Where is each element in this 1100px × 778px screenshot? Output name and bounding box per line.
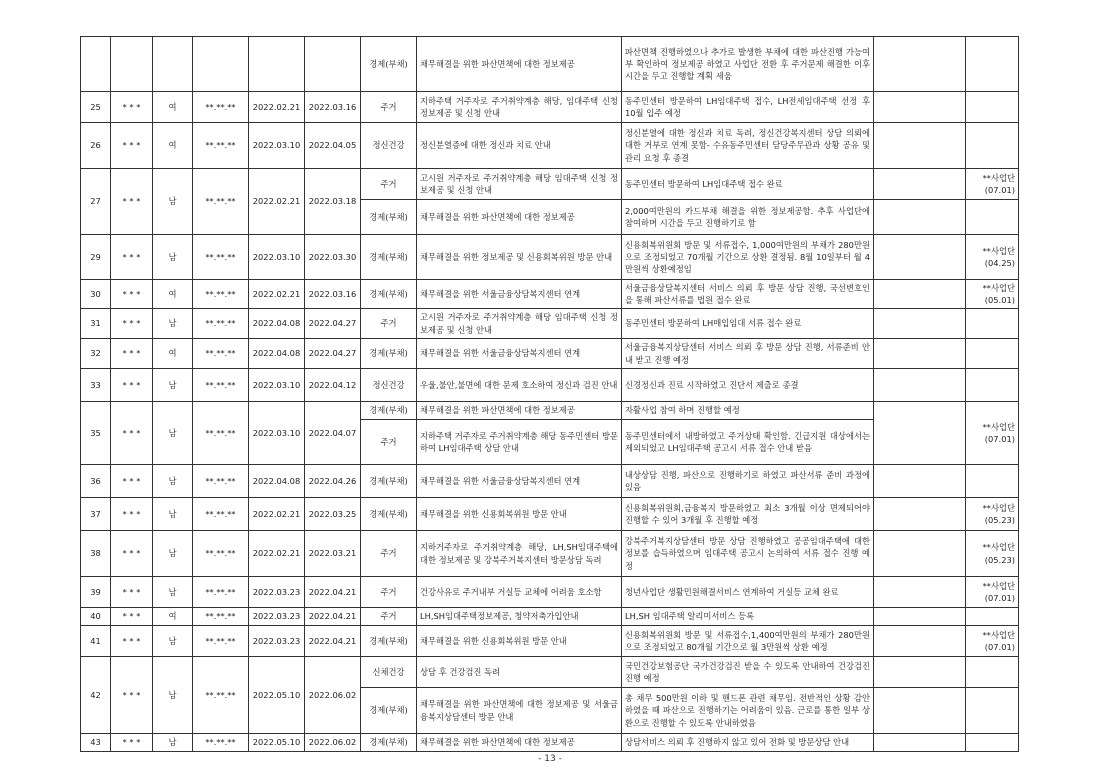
client-birthdate: **.**.** <box>193 235 249 280</box>
case-number: 36 <box>81 465 111 498</box>
remark: **사업단(05.23) <box>966 498 1019 531</box>
support-type: 주거 <box>361 608 417 626</box>
client-name <box>111 37 153 92</box>
client-name: * * * <box>111 92 153 123</box>
remark <box>966 37 1019 92</box>
support-type: 신체건강 <box>361 657 417 688</box>
end-date: 2022.04.21 <box>305 577 361 608</box>
case-table <box>80 36 1019 752</box>
end-date: 2022.03.25 <box>305 498 361 531</box>
client-gender: 여 <box>153 123 193 169</box>
support-type: 경제(부채) <box>361 37 417 92</box>
end-date: 2022.04.05 <box>305 123 361 169</box>
support-result: 신용회복위원회 방문 및 서류접수,1,400여만원의 부채가 280만원으로 조정되었고 80개월 기간으로 월 3만원씩 상환 예정 <box>622 626 874 657</box>
support-result: 신용회복위원회,금융복지 방문하였고 최소 3개월 이상 면제되어야 진행할 수 있어 3개월 후 진행할 예정 <box>622 498 874 531</box>
client-gender: 남 <box>153 309 193 339</box>
case-number: 31 <box>81 309 111 339</box>
end-date: 2022.04.27 <box>305 339 361 369</box>
case-number: 43 <box>81 734 111 752</box>
remark <box>966 734 1019 752</box>
support-result: 신용회복위원회 방문 및 서류접수, 1,000여만원의 부채가 280만원으로 조정되었고 70개월 기간으로 상환 결정됨. 8월 10일부터 월 4만원씩 상환예정임 <box>622 235 874 280</box>
client-gender: 남 <box>153 498 193 531</box>
support-type: 주거 <box>361 577 417 608</box>
end-date: 2022.04.26 <box>305 465 361 498</box>
support-result: 총 채무 500만원 이하 및 핸드폰 관련 채무임. 전반적인 상황 감안하였을 때 파산으로 진행하기는 어려움이 있음. 근로를 통한 일부 상환으로 진행할 수 있도록 안내하였음 <box>622 688 874 734</box>
client-name: * * * <box>111 369 153 402</box>
case-number: 25 <box>81 92 111 123</box>
remark <box>966 339 1019 369</box>
end-date: 2022.04.12 <box>305 369 361 402</box>
support-type: 경제(부채) <box>361 498 417 531</box>
client-gender: 남 <box>153 626 193 657</box>
client-birthdate: **.**.** <box>193 626 249 657</box>
case-number: 35 <box>81 402 111 465</box>
support-result: 신경정신과 진료 시작하였고 진단서 제출로 종결 <box>622 369 874 402</box>
case-number: 38 <box>81 531 111 577</box>
support-type: 경제(부채) <box>361 734 417 752</box>
case-number: 29 <box>81 235 111 280</box>
remark <box>966 608 1019 626</box>
client-birthdate: **.**.** <box>193 169 249 235</box>
table-row <box>81 465 1019 498</box>
case-number: 32 <box>81 339 111 369</box>
support-result: 청년사업단 생활민원해결서비스 연계하여 거실등 교체 완료 <box>622 577 874 608</box>
remark <box>966 123 1019 169</box>
support-request: 지하주택 거주자로 주거취약계층 해당, 임대주택 신청 정보제공 및 신청 안내 <box>417 92 622 123</box>
table-row <box>81 734 1019 752</box>
support-type: 주거 <box>361 169 417 200</box>
client-birthdate: **.**.** <box>193 608 249 626</box>
table-row <box>81 123 1019 169</box>
client-birthdate <box>193 37 249 92</box>
start-date: 2022.03.23 <box>249 577 305 608</box>
table-row <box>81 402 1019 420</box>
support-request: 채무해결을 위한 서울금융상담복지센터 연계 <box>417 465 622 498</box>
case-number: 33 <box>81 369 111 402</box>
remark: **사업단(05.01) <box>966 280 1019 309</box>
client-name: * * * <box>111 498 153 531</box>
client-gender: 남 <box>153 657 193 734</box>
start-date: 2022.02.21 <box>249 531 305 577</box>
support-request: 채무해결을 위한 서울금융상담복지센터 연계 <box>417 339 622 369</box>
remark <box>966 369 1019 402</box>
support-result: 2,000여만원의 카드부채 해결을 위한 정보제공함. 추후 사업단에 참여하며 시간을 두고 진행하기로 함 <box>622 200 874 235</box>
end-date <box>305 37 361 92</box>
start-date: 2022.04.08 <box>249 465 305 498</box>
support-request: 건강사유로 주거내부 거실등 교체에 어려움 호소함 <box>417 577 622 608</box>
case-number: 41 <box>81 626 111 657</box>
client-gender: 남 <box>153 369 193 402</box>
support-request: 채무해결을 위한 파산면책에 대한 정보제공 <box>417 37 622 92</box>
end-date: 2022.03.30 <box>305 235 361 280</box>
support-result: 상담서비스 의뢰 후 진행하지 않고 있어 전화 및 방문상담 안내 <box>622 734 874 752</box>
end-date: 2022.03.21 <box>305 531 361 577</box>
client-gender: 남 <box>153 402 193 465</box>
case-number: 39 <box>81 577 111 608</box>
client-gender: 여 <box>153 280 193 309</box>
support-type: 경제(부채) <box>361 402 417 420</box>
support-result: 자활사업 참여 하며 진행할 예정 <box>622 402 874 420</box>
client-gender: 여 <box>153 608 193 626</box>
start-date: 2022.04.08 <box>249 339 305 369</box>
client-name: * * * <box>111 169 153 235</box>
table-row <box>81 309 1019 339</box>
start-date: 2022.05.10 <box>249 734 305 752</box>
client-name: * * * <box>111 339 153 369</box>
client-birthdate: **.**.** <box>193 498 249 531</box>
support-type: 경제(부채) <box>361 339 417 369</box>
start-date: 2022.04.08 <box>249 309 305 339</box>
table-row <box>81 531 1019 577</box>
support-request: 채무해결을 위한 신용회복위원 방문 안내 <box>417 626 622 657</box>
end-date: 2022.03.16 <box>305 280 361 309</box>
remark: **사업단(04.25) <box>966 235 1019 280</box>
client-name: * * * <box>111 626 153 657</box>
support-request: 채무해결을 위한 신용회복위원 방문 안내 <box>417 498 622 531</box>
end-date: 2022.03.16 <box>305 92 361 123</box>
start-date: 2022.03.10 <box>249 402 305 465</box>
end-date: 2022.04.21 <box>305 608 361 626</box>
client-birthdate: **.**.** <box>193 280 249 309</box>
table-row <box>81 498 1019 531</box>
end-date: 2022.04.07 <box>305 402 361 465</box>
support-request: 지하주택 거주자로 주거취약계층 해당 동주민센터 방문하여 LH임대주택 상담 안내 <box>417 420 622 465</box>
case-number: 30 <box>81 280 111 309</box>
client-gender: 여 <box>153 92 193 123</box>
support-result: 강북주거복지상담센터 방문 상담 진행하였고 공공임대주택에 대한 정보를 습득하였으며 임대주택 공고시 논의하여 서류 접수 진행 예정 <box>622 531 874 577</box>
support-result: 파산면책 진행하였으나 추가로 발생한 부채에 대한 파산진행 가능여부 확인하여 정보제공 하였고 사업단 전환 후 주거문제 해결한 이후 시간을 두고 진행할 계획 세움 <box>622 37 874 92</box>
support-type: 경제(부채) <box>361 280 417 309</box>
support-type: 경제(부채) <box>361 465 417 498</box>
case-number: 27 <box>81 169 111 235</box>
support-result: 동주민센터 방문하여 LH임대주택 접수 완료 <box>622 169 874 200</box>
start-date: 2022.03.10 <box>249 123 305 169</box>
client-name: * * * <box>111 309 153 339</box>
support-request: 채무해결을 위한 파산면책에 대한 정보제공 및 서울금융복지상담센터 방문 안내 <box>417 688 622 734</box>
support-request: 고시원 거주자로 주거취약계층 해당 임대주택 신청 정보제공 및 신청 안내 <box>417 169 622 200</box>
start-date <box>249 37 305 92</box>
support-result: 서울금융복지상담센터 서비스 의뢰 후 방문 상담 진행, 서류준비 안내 받고 진행 예정 <box>622 339 874 369</box>
start-date: 2022.02.21 <box>249 169 305 235</box>
support-request: 정신분열증에 대한 정신과 치료 안내 <box>417 123 622 169</box>
table-row <box>81 608 1019 626</box>
table-row <box>81 235 1019 280</box>
remark <box>966 92 1019 123</box>
client-name: * * * <box>111 235 153 280</box>
end-date: 2022.06.02 <box>305 734 361 752</box>
remark <box>966 465 1019 498</box>
support-type: 경제(부채) <box>361 626 417 657</box>
remark: **사업단(07.01) <box>966 402 1019 465</box>
case-number: 42 <box>81 657 111 734</box>
table-row <box>81 169 1019 200</box>
support-result: 정신분열에 대한 정신과 치료 독려, 정신건강복지센터 상담 의뢰에 대한 거부로 연계 못함- 수유동주민센터 담당주무관과 상황 공유 및 관리 요청 후 종결 <box>622 123 874 169</box>
remark: **사업단(07.01) <box>966 626 1019 657</box>
remark: **사업단(07.01) <box>966 169 1019 200</box>
client-name: * * * <box>111 734 153 752</box>
client-name: * * * <box>111 402 153 465</box>
case-number: 26 <box>81 123 111 169</box>
client-birthdate: **.**.** <box>193 531 249 577</box>
start-date: 2022.03.10 <box>249 369 305 402</box>
start-date: 2022.03.23 <box>249 626 305 657</box>
remark <box>966 309 1019 339</box>
support-request: 채무해결을 위한 정보제공 및 신용회복위원 방문 안내 <box>417 235 622 280</box>
client-gender: 남 <box>153 531 193 577</box>
client-birthdate: **.**.** <box>193 734 249 752</box>
start-date: 2022.02.21 <box>249 92 305 123</box>
client-gender: 남 <box>153 169 193 235</box>
case-number: 37 <box>81 498 111 531</box>
table-row <box>81 577 1019 608</box>
client-birthdate: **.**.** <box>193 339 249 369</box>
table-row <box>81 339 1019 369</box>
client-gender: 여 <box>153 339 193 369</box>
client-name: * * * <box>111 608 153 626</box>
client-birthdate: **.**.** <box>193 123 249 169</box>
support-request: 채무해결을 위한 파산면책에 대한 정보제공 <box>417 402 622 420</box>
support-request: LH,SH임대주택정보제공, 청약저축가입안내 <box>417 608 622 626</box>
support-type: 주거 <box>361 420 417 465</box>
client-gender: 남 <box>153 734 193 752</box>
table-row <box>81 92 1019 123</box>
client-gender: 남 <box>153 235 193 280</box>
table-row <box>81 369 1019 402</box>
client-name: * * * <box>111 280 153 309</box>
support-result: 서울금융상담복지센터 서비스 의뢰 후 방문 상담 진행, 국선변호인을 통해 파산서류를 법원 접수 완료 <box>622 280 874 309</box>
support-type: 경제(부채) <box>361 235 417 280</box>
client-name: * * * <box>111 531 153 577</box>
support-type: 정신건강 <box>361 123 417 169</box>
client-name: * * * <box>111 465 153 498</box>
start-date: 2022.03.10 <box>249 235 305 280</box>
support-result: 동주민센터 방문하여 LH임대주택 접수, LH전세임대주택 선정 후 10월 입주 예정 <box>622 92 874 123</box>
support-request: 채무해결을 위한 파산면책에 대한 정보제공 <box>417 200 622 235</box>
end-date: 2022.04.21 <box>305 626 361 657</box>
end-date: 2022.06.02 <box>305 657 361 734</box>
support-request: 상담 후 건강검진 독려 <box>417 657 622 688</box>
support-type: 정신건강 <box>361 369 417 402</box>
support-type: 주거 <box>361 309 417 339</box>
client-birthdate: **.**.** <box>193 309 249 339</box>
start-date: 2022.03.23 <box>249 608 305 626</box>
client-birthdate: **.**.** <box>193 657 249 734</box>
remark <box>966 688 1019 734</box>
table-row <box>81 280 1019 309</box>
table-row <box>81 626 1019 657</box>
client-gender <box>153 37 193 92</box>
case-number <box>81 37 111 92</box>
remark <box>966 657 1019 688</box>
support-request: 채무해결을 위한 서울금융상담복지센터 연계 <box>417 280 622 309</box>
support-result: 동주민센터에서 내방하였고 주거상태 확인함. 긴급지원 대상에서는 제외되었고 LH임대주택 공고시 서류 접수 안내 받음 <box>622 420 874 465</box>
support-result: LH,SH 임대주택 알리미서비스 등록 <box>622 608 874 626</box>
support-result: 국민건강보험공단 국가건강검진 받을 수 있도록 안내하여 건강검진 진행 예정 <box>622 657 874 688</box>
client-name: * * * <box>111 123 153 169</box>
support-request: 채무해결을 위한 파산면책에 대한 정보제공 <box>417 734 622 752</box>
start-date: 2022.02.21 <box>249 498 305 531</box>
remark: **사업단(07.01) <box>966 577 1019 608</box>
client-birthdate: **.**.** <box>193 577 249 608</box>
remark <box>966 200 1019 235</box>
start-date: 2022.02.21 <box>249 280 305 309</box>
client-gender: 남 <box>153 577 193 608</box>
support-type: 주거 <box>361 531 417 577</box>
support-type: 경제(부채) <box>361 200 417 235</box>
table-row <box>81 657 1019 688</box>
client-birthdate: **.**.** <box>193 92 249 123</box>
client-birthdate: **.**.** <box>193 369 249 402</box>
support-type: 주거 <box>361 92 417 123</box>
support-request: 우울,불안,불면에 대한 문제 호소하여 정신과 검진 안내 <box>417 369 622 402</box>
end-date: 2022.04.27 <box>305 309 361 339</box>
client-birthdate: **.**.** <box>193 402 249 465</box>
support-request: 고시원 거주자로 주거취약계층 해당 임대주택 신청 정보제공 및 신청 안내 <box>417 309 622 339</box>
remark: **사업단(05.23) <box>966 531 1019 577</box>
case-number: 40 <box>81 608 111 626</box>
start-date: 2022.05.10 <box>249 657 305 734</box>
end-date: 2022.03.18 <box>305 169 361 235</box>
client-gender: 남 <box>153 465 193 498</box>
support-result: 내상상담 진행, 파산으로 진행하기로 하였고 파산서류 준비 과정에 있음 <box>622 465 874 498</box>
support-result: 동주민센터 방문하여 LH매입임대 서류 접수 완료 <box>622 309 874 339</box>
client-name: * * * <box>111 577 153 608</box>
support-type: 경제(부채) <box>361 688 417 734</box>
client-birthdate: **.**.** <box>193 465 249 498</box>
page-number: - 13 - <box>538 754 562 764</box>
table-row <box>81 37 1019 92</box>
support-request: 지하거주자로 주거취약계층 해당, LH,SH임대주택에 대한 정보제공 및 강북주거복지센터 방문상담 독려 <box>417 531 622 577</box>
client-name: * * * <box>111 657 153 734</box>
